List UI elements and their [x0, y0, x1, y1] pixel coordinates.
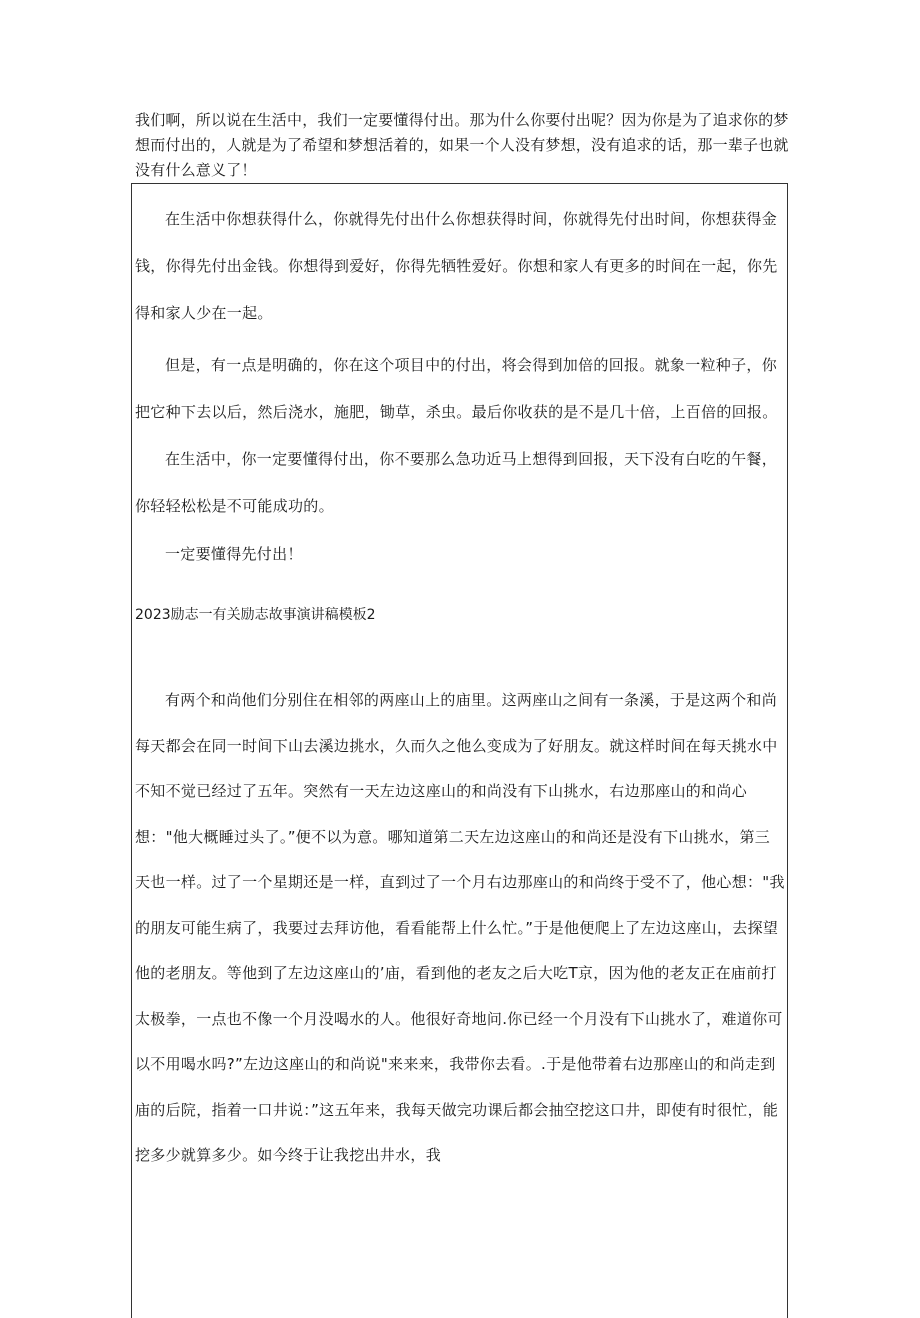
paragraph-give-to-get: 在生活中你想获得什么，你就得先付出什么你想获得时间，你就得先付出时间，你想获得金钱，你得先付出金钱。你想得到爱好，你得先牺牲爱好。你想和家人有更多的时间在一起，你先得和家人少在一起。	[135, 210, 778, 322]
paragraph-seed-analogy: 但是，有一点是明确的，你在这个项目中的付出，将会得到加倍的回报。就象一粒种子，你把它种下去以后，然后浇水，施肥，锄草，杀虫。最后你收获的是不是几十倍，上百倍的回报。	[135, 356, 778, 421]
section-heading: 2023励志一有关励志故事演讲稿模板2	[135, 607, 376, 623]
paragraph-monk-story: 有两个和尚他们分别住在相邻的两座山上的庙里。这两座山之间有一条溪，于是这两个和尚每天都会在同一时间下山去溪边挑水，久而久之他么变成为了好朋友。就这样时间在每天挑水中不知不觉已经过了五年。突然有一天左边这座山的和尚没有下山挑水，右边那座山的和尚心想："他大概睡过头了。”便不以为意。哪知道第二天左边这座山的和尚还是没有下山挑水，第三天也一样。过了一个星期还是一样，直到过了一个月右边那座山的和尚终于受不了，他心想："我的朋友可能生病了，我要过去拜访他，看看能帮上什么忙。”于是他便爬上了左边这座山，去探望他的老朋友。等他到了左边这座山的’庙，看到他的老友之后大吃T京，因为他的老友正在庙前打太极拳，一点也不像一个月没喝水的人。他很好奇地问.你已经一个月没有下山挑水了，难道你可以不用喝水吗?”左边这座山的和尚说"来来来，我带你去看。.于是他带着右边那座山的和尚走到庙的后院，指着一口井说：”这五年来，我每天做完功课后都会抽空挖这口井，即使有时很忙，能挖多少就算多少。如今终于让我挖出井水，我	[135, 691, 785, 1164]
intro-paragraph: 我们啊，所以说在生活中，我们一定要懂得付出。那为什么你要付出呢？因为你是为了追求你的梦想而付出的，人就是为了希望和梦想活着的，如果一个人没有梦想，没有追求的话，那一辈子也就没有什么意义了！	[135, 111, 789, 179]
paragraph-must-give-first: 一定要懂得先付出！	[165, 545, 303, 563]
paragraph-no-free-lunch: 在生活中，你一定要懂得付出，你不要那么急功近马上想得到回报，天下没有白吃的午餐，你轻轻松松是不可能成功的。	[135, 450, 778, 515]
